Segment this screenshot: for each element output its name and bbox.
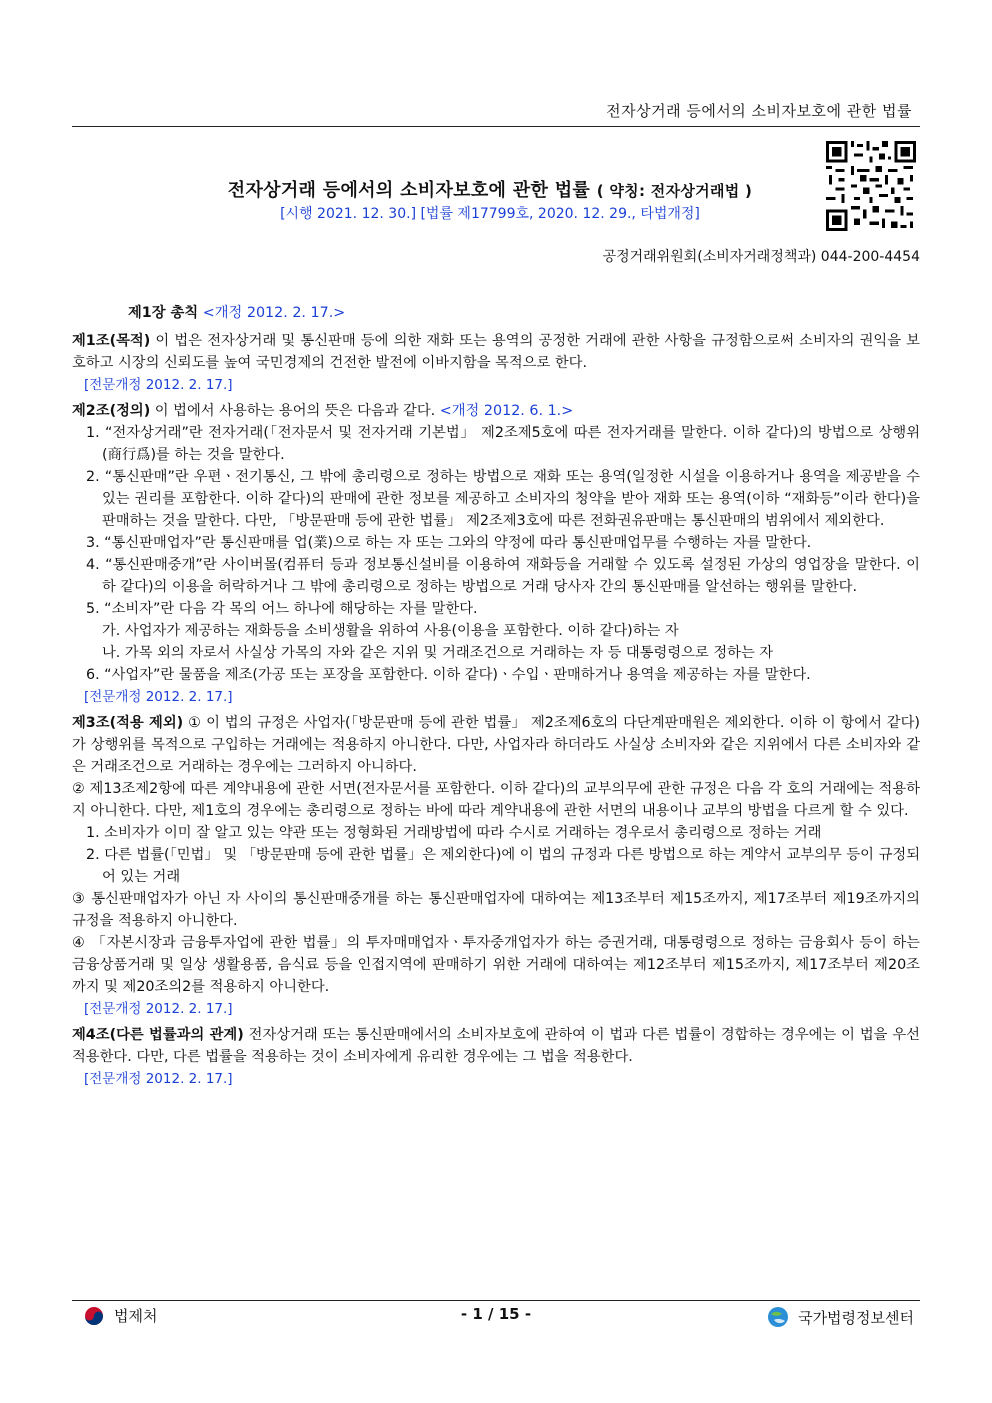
sub-list-item: 나. 가목 외의 자로서 사실상 가목의 자와 같은 지위 및 거래조건으로 거래하는 자 등 대통령령으로 정하는 자 [102,645,774,661]
article-body: 이 법은 전자상거래 및 통신판매 등에 의한 재화 또는 용역의 공정한 거래에 관한 사항을 규정함으로써 소비자의 권익을 보호하고 시장의 신뢰도를 높여 국민경제의 건전한 발전에 이바지함을 목적으로 한다. [72,333,920,371]
law-enforcement-info: [시행 2021. 12. 30.] [법률 제17799호, 2020. 12. 29., 타법개정] [280,206,700,222]
page-number: - 1 / 15 - [460,1305,532,1323]
footer-org-name: 법제처 [114,1307,158,1325]
revision-note: [전문개정 2012. 2. 17.] [84,377,233,393]
article-heading: 제3조(적용 제외) [72,715,184,731]
article-4-text [72,1024,920,1068]
list-item: 2. 다른 법률(「민법」 및 「방문판매 등에 관한 법률」은 제외한다)에 이 법의 규정과 다른 방법으로 하는 계약서 교부의무 등이 규정되어 있는 거래 [86,847,920,885]
list-item: 3. “통신판매업자”란 통신판매를 업(業)으로 하는 자 또는 그와의 약정에 따라 통신판매업무를 수행하는 자를 말한다. [86,535,812,551]
article-3-paragraph-1 [72,712,920,778]
chapter-amend-note: <개정 2012. 2. 17.> [202,305,346,321]
revision-note: [전문개정 2012. 2. 17.] [84,689,233,705]
article-2 [72,400,920,708]
chapter-heading [128,302,920,324]
revision-note: [전문개정 2012. 2. 17.] [84,1071,233,1087]
article-1 [72,330,920,396]
footer-right [766,1305,914,1329]
article-body: 전자상거래 또는 통신판매에서의 소비자보호에 관하여 이 법과 다른 법률이 경합하는 경우에는 이 법을 우선 적용한다. 다만, 다른 법률을 적용하는 것이 소비자에게 유리한 경우에는 그 법을 적용한다. [72,1027,920,1065]
revision-note: [전문개정 2012. 2. 17.] [84,1001,233,1017]
article-heading: 제4조(다른 법률과의 관계) [72,1027,244,1043]
article-amend-note: <개정 2012. 6. 1.> [439,403,574,419]
law-abbreviation: ( 약칭: 전자상거래법 ) [596,182,753,200]
article-heading: 제1조(목적) [72,333,151,349]
article-3-paragraph-4: ④ 「자본시장과 금융투자업에 관한 법률」의 투자매매업자ㆍ투자중개업자가 하는 증권거래, 대통령령으로 정하는 금융회사 등이 하는 금융상품거래 및 일상 생활용품, 음식료 등을 인접지역에 판매하기 위한 거래에 대하여는 제12조부터 제15조까지, 제17조부터 제20조까지 및 제20조의2를 적용하지 아니한다. [72,935,920,995]
footer-divider [72,1300,920,1301]
footer-center-name: 국가법령정보센터 [798,1308,914,1327]
law-body [72,302,920,1090]
law-title-text: 전자상거래 등에서의 소비자보호에 관한 법률 [227,180,591,201]
header-divider [72,126,920,127]
article-3 [72,712,920,1020]
list-item: 1. “전자상거래”란 전자거래(「전자문서 및 전자거래 기본법」 제2조제5호에 따른 전자거래를 말한다. 이하 같다)의 방법으로 상행위(商行爲)를 하는 것을 말한다. [86,425,920,463]
article-3-paragraph-2: ② 제13조제2항에 따른 계약내용에 관한 서면(전자문서를 포함한다. 이하 같다)의 교부의무에 관한 규정은 다음 각 호의 거래에는 적용하지 아니한다. 다만, 제1호의 경우에는 총리령으로 정하는 바에 따라 계약내용에 관한 서면의 내용이나 교부의 방법을 다르게 할 수 있다. [72,781,920,819]
list-item: 1. 소비자가 이미 잘 알고 있는 약관 또는 정형화된 거래방법에 따라 수시로 거래하는 경우로서 총리령으로 정하는 거래 [86,825,822,841]
list-item: 2. “통신판매”란 우편ㆍ전기통신, 그 밖에 총리령으로 정하는 방법으로 재화 또는 용역(일정한 시설을 이용하거나 용역을 제공받을 수 있는 권리를 포함한다. 이하 같다)의 판매에 관한 정보를 제공하고 소비자의 청약을 받아 재화 또는 용역(이하 “재화등”이라 한다)을 판매하는 것을 말한다. 다만, 「방문판매 등에 관한 법률」 제2조제3호에 따른 전화권유판매는 통신판매의 범위에서 제외한다. [86,469,920,529]
article-4 [72,1024,920,1090]
qr-code-icon [826,141,916,231]
ministry-contact: 공정거래위원회(소비자거래정책과) 044-200-4454 [602,249,920,265]
globe-logo-icon [766,1305,790,1329]
article-1-text [72,330,920,374]
article-3-paragraph-3: ③ 통신판매업자가 아닌 자 사이의 통신판매중개를 하는 통신판매업자에 대하여는 제13조부터 제15조까지, 제17조부터 제19조까지의 규정을 적용하지 아니한다. [72,891,920,929]
chapter-title: 제1장 총칙 [128,305,199,321]
header-title: 전자상거래 등에서의 소비자보호에 관한 법률 [606,102,912,120]
article-2-text [72,400,920,422]
list-item: 6. “사업자”란 물품을 제조(가공 또는 포장을 포함한다. 이하 같다)ㆍ수입ㆍ판매하거나 용역을 제공하는 자를 말한다. [86,667,811,683]
list-item: 5. “소비자”란 다음 각 목의 어느 하나에 해당하는 자를 말한다. [86,601,478,617]
article-body: 이 법에서 사용하는 용어의 뜻은 다음과 같다. [150,403,440,419]
sub-list-item: 가. 사업자가 제공하는 재화등을 소비생활을 위하여 사용(이용을 포함한다. 이하 같다)하는 자 [102,623,679,639]
list-item: 4. “통신판매중개”란 사이버몰(컴퓨터 등과 정보통신설비를 이용하여 재화등을 거래할 수 있도록 설정된 가상의 영업장을 말한다. 이하 같다)의 이용을 허락하거나 그 밖에 총리령으로 정하는 방법으로 거래 당사자 간의 통신판매를 알선하는 행위를 말한다. [86,557,920,595]
article-body: ① 이 법의 규정은 사업자(「방문판매 등에 관한 법률」 제2조제6호의 다단계판매원은 제외한다. 이하 이 항에서 같다)가 상행위를 목적으로 구입하는 거래에는 적용하지 아니한다. 다만, 사업자라 하더라도 사실상 소비자와 같은 지위에서 다른 소비자와 같은 거래조건으로 거래하는 경우에는 그러하지 아니하다. [72,715,921,775]
law-title [160,176,820,202]
article-heading: 제2조(정의) [72,403,151,419]
